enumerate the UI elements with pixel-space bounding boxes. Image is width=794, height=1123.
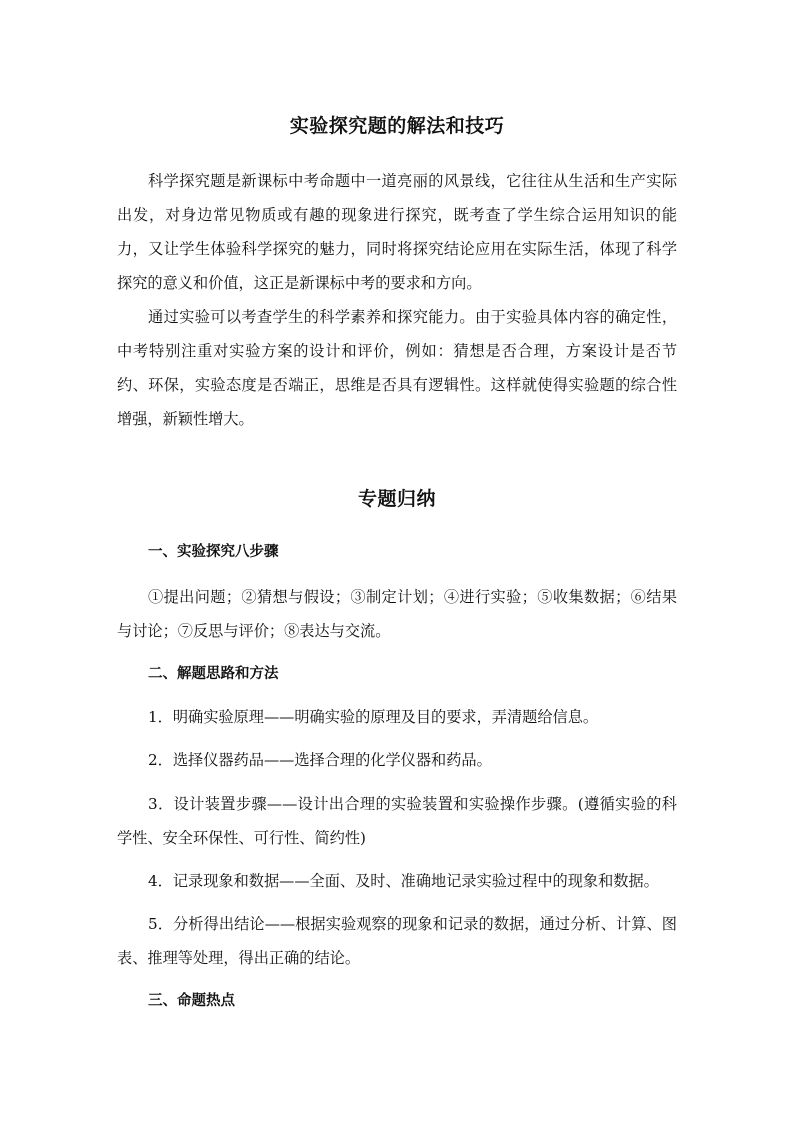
- heading-eight-steps: 一、实验探究八步骤: [148, 543, 279, 560]
- method-item-3: 3．设计装置步骤——设计出合理的实验装置和实验操作步骤。(遵循实验的科学性、安全环保性、可行性、简约性): [117, 795, 677, 847]
- method-item-4: 4．记录现象和数据——全面、及时、准确地记录实验过程中的现象和数据。: [148, 872, 659, 890]
- heading-hot-topics: 三、命题热点: [148, 992, 235, 1009]
- method-item-1: 1．明确实验原理——明确实验的原理及目的要求，弄清题给信息。: [148, 708, 599, 726]
- document-title: 实验探究题的解法和技巧: [289, 115, 505, 137]
- intro-paragraph-2: 通过实验可以考查学生的科学素养和探究能力。由于实验具体内容的确定性，中考特别注重对实验方案的设计和评价，例如：猜想是否合理，方案设计是否节约、环保，实验态度是否端正，思维是否具有逻辑性。这样就使得实验题的综合性增强，新颖性增大。: [117, 308, 677, 428]
- heading-methods: 二、解题思路和方法: [148, 665, 279, 682]
- method-item-2: 2．选择仪器药品——选择合理的化学仪器和药品。: [148, 751, 492, 769]
- intro-paragraph-1: 科学探究题是新课标中考命题中一道亮丽的风景线，它往往从生活和生产实际出发，对身边常见物质或有趣的现象进行探究，既考查了学生综合运用知识的能力，又让学生体验科学探究的魅力，同时将探究结论应用在实际生活，体现了科学探究的意义和价值，这正是新课标中考的要求和方向。: [117, 172, 677, 292]
- method-item-5: 5．分析得出结论——根据实验观察的现象和记录的数据，通过分析、计算、图表、推理等处理，得出正确的结论。: [117, 915, 677, 967]
- steps-paragraph: ①提出问题；②猜想与假设；③制定计划；④进行实验；⑤收集数据；⑥结果与讨论；⑦反思与评价；⑧表达与交流。: [117, 588, 677, 640]
- section-title: 专题归纳: [357, 488, 436, 510]
